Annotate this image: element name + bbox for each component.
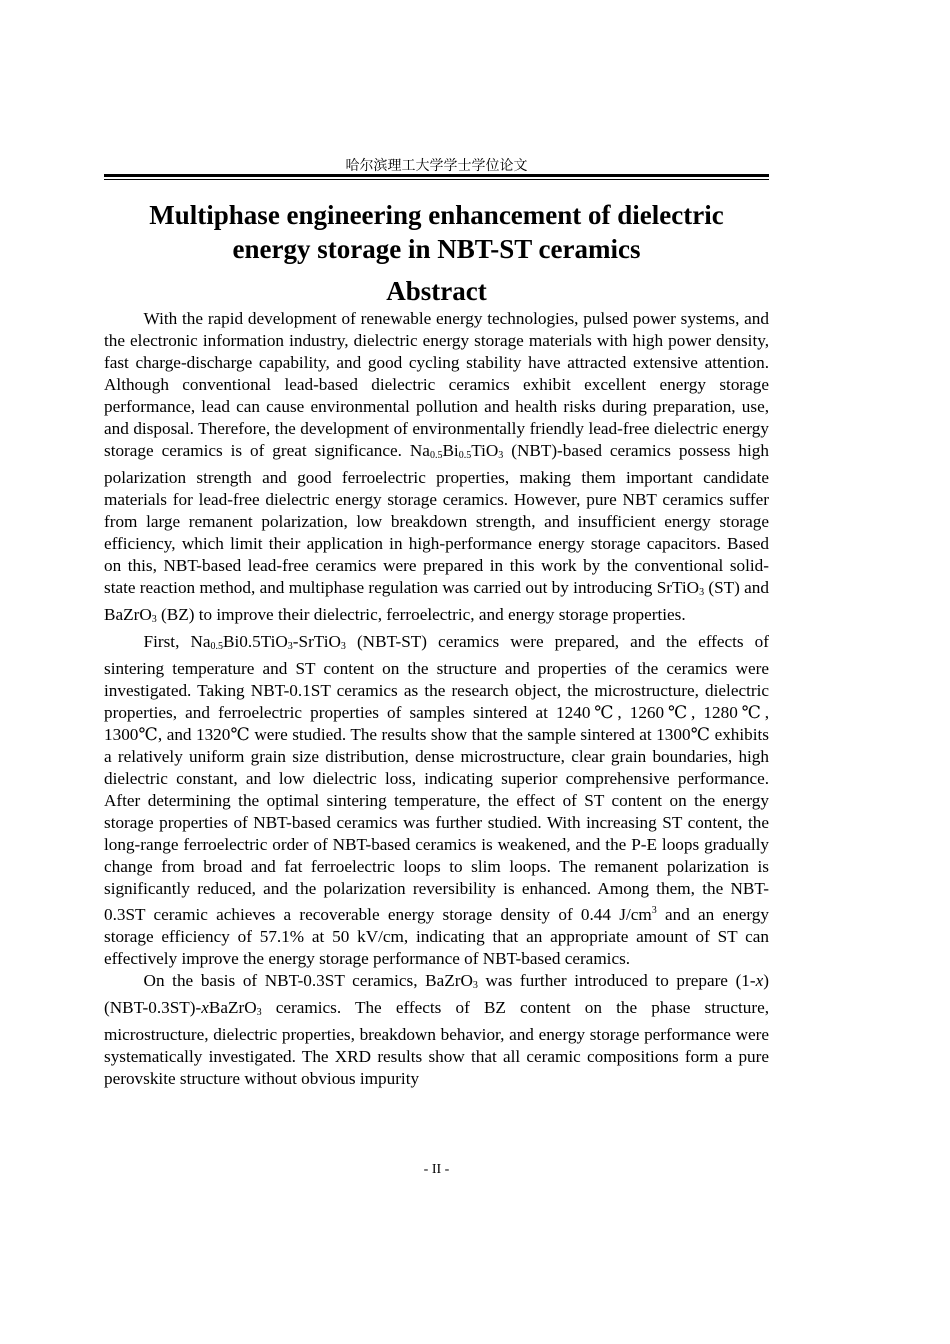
title-line-2: energy storage in NBT-ST ceramics [232,234,641,264]
paper-title [104,198,769,266]
page-number: - II - [423,1162,450,1177]
abstract-body [104,308,769,1090]
abstract-paragraph-3: On the basis of NBT-0.3ST ceramics, BaZrO$_3$ was further introduced to prepare (1-x)(NBT-0.3ST)-xBaZrO$_3$ ceramics. The effects of BZ content on the phase structure, microstructure, dielectric properties, breakdown behavior, and energy storage performance were systematically investigated. The XRD results show that all ceramic compositions form a pure perovskite structure without obvious impurity [104,971,769,1088]
header-double-rule [104,174,769,180]
abstract-heading: Abstract [386,276,487,306]
running-header: 哈尔滨理工大学学士学位论文 [345,158,528,174]
abstract-paragraph-1: With the rapid development of renewable energy technologies, pulsed power systems, and the electronic information industry, dielectric energy storage materials with high power density, fast charge-discharge capability, and good cycling stability have attracted extensive attention. Although conventional lead-based dielectric ceramics exhibit excellent energy storage performance, lead can cause environmental pollution and health risks during preparation, use, and disposal. Therefore, the development of environmentally friendly lead-free dielectric energy storage ceramics is of great significance. $Na_{0.5}Bi_{0.5}TiO_3$ (NBT)-based ceramics possess high polarization strength and good ferroelectric properties, making them important candidate materials for lead-free dielectric energy storage ceramics. However, pure NBT ceramics suffer from large remanent polarization, low breakdown strength, and insufficient energy storage efficiency, which limit their application in high-performance energy storage capacitors. Based on this, NBT-based lead-free ceramics were prepared in this work by the conventional solid-state reaction method, and multiphase regulation was carried out by introducing SrTiO$_3$ (ST) and BaZrO$_3$ (BZ) to improve their dielectric, ferroelectric, and energy storage properties. [104,309,769,625]
title-line-1: Multiphase engineering enhancement of dielectric [149,200,724,230]
abstract-paragraph-2: First, $Na_{0.5}Bi0.5TiO_3-SrTiO_3$ (NBT-ST) ceramics were prepared, and the effects of sintering temperature and ST content on the structure and properties of the ceramics were investigated. Taking NBT-0.1ST ceramics as the research object, the microstructure, dielectric properties, and ferroelectric properties of samples sintered at 1240℃, 1260℃, 1280℃, 1300℃, and 1320℃ were studied. The results show that the sample sintered at 1300℃ exhibits a relatively uniform grain size distribution, dense microstructure, clear grain boundaries, high dielectric constant, and low dielectric loss, indicating superior comprehensive performance. After determining the optimal sintering temperature, the effect of ST content on the energy storage properties of NBT-based ceramics was further studied. With increasing ST content, the long-range ferroelectric order of NBT-based ceramics is weakened, and the P-E loops gradually change from broad and fat ferroelectric loops to slim loops. The remanent polarization is significantly reduced, and the polarization reversibility is enhanced. Among them, the NBT-0.3ST ceramic achieves a recoverable energy storage density of 0.44 $J/cm^3$ and an energy storage efficiency of 57.1% at 50 kV/cm, indicating that an appropriate amount of ST can effectively improve the energy storage performance of NBT-based ceramics. [104,632,769,968]
